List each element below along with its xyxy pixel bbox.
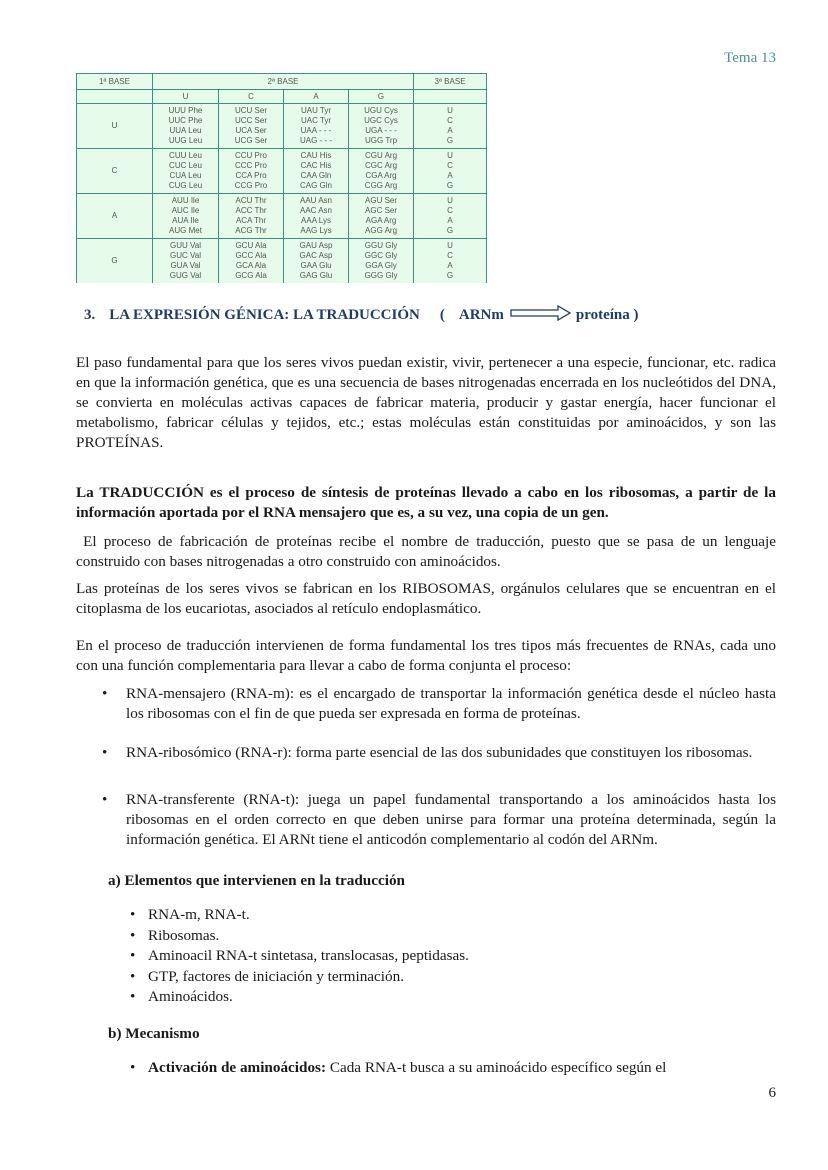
codon-row-a (77, 194, 487, 239)
mechanism-list (130, 1058, 666, 1079)
genetic-code-table (76, 73, 487, 283)
second-base-c: C (219, 90, 284, 104)
list-item: • Aminoácidos. (130, 987, 469, 1008)
mechanism-heading: b) Mecanismo (108, 1025, 200, 1042)
empty-cell (414, 90, 487, 104)
section-title-text: LA EXPRESIÓN GÉNICA: LA TRADUCCIÓN (109, 307, 420, 323)
codon-cell: UCU Ser UCC Ser UCA Ser UCG Ser (219, 104, 284, 149)
codon-row-u (77, 104, 487, 149)
page-number: 6 (768, 1085, 776, 1101)
elements-heading: a) Elementos que intervienen en la traducción (108, 872, 405, 889)
elements-list (130, 905, 469, 1008)
codon-cell: ACU Thr ACC Thr ACA Thr ACG Thr (219, 194, 284, 239)
empty-cell (77, 90, 153, 104)
intro-paragraph: El paso fundamental para que los seres vivos puedan existir, vivir, pertenecer a una especie, funcionar, etc. radica en que la información genética, que es una secuencia de bases nitrogenadas encerrada en los nucleótidos del DNA, se convierta en moléculas activas capaces de fabricar materia, producir y gastar energía, hacer funcionar el metabolismo, fabricar células y tejidos, etc.; estas moléculas están constituidas por aminoácidos, y son las PROTEÍNAS. (76, 354, 776, 451)
codon-cell: GUU Val GUC Val GUA Val GUG Val (153, 239, 219, 284)
list-item (130, 1058, 666, 1079)
list-item: • RNA-m, RNA-t. (130, 905, 469, 926)
second-base-header: 2ª BASE (153, 74, 414, 90)
step-title: Activación de aminoácidos: (148, 1059, 327, 1076)
codon-row-c (77, 149, 487, 194)
third-base-cell: U C A G (414, 194, 487, 239)
codon-cell: GAU Asp GAC Asp GAA Glu GAG Glu (284, 239, 349, 284)
codon-cell: CUU Leu CUC Leu CUA Leu CUG Leu (153, 149, 219, 194)
list-item: • Ribosomas. (130, 926, 469, 947)
rna-types-list (100, 790, 776, 850)
paren-open: ( (439, 307, 445, 323)
running-header-tema: Tema 13 (724, 50, 776, 66)
codon-cell: AUU Ile AUC Ile AUA Ile AUG Met (153, 194, 219, 239)
fabrication-paragraph: El proceso de fabricación de proteínas recibe el nombre de traducción, puesto que se pasa de un lenguaje construido con bases nitrogenadas a otro construido con aminoácidos. (76, 533, 780, 570)
second-base-u: U (153, 90, 219, 104)
definition-paragraph: La TRADUCCIÓN es el proceso de síntesis de proteínas llevado a cabo en los ribosomas, a partir de la información aportada por el RNA mensajero que es, a su vez, una copia de un gen. (76, 484, 776, 521)
codon-cell: UUU Phe UUC Phe UUA Leu UUG Leu (153, 104, 219, 149)
section-number: 3. (84, 307, 96, 323)
list-item: • Aminoacil RNA-t sintetasa, translocasas, peptidasas. (130, 946, 469, 967)
first-base-header: 1ª BASE (77, 74, 153, 90)
rna-types-intro-paragraph: En el proceso de traducción intervienen de forma fundamental los tres tipos más frecuentes de RNAs, cada uno con una función complementaria para llevar a cabo de forma conjunta el proceso: (76, 637, 776, 674)
codon-cell: CAU His CAC His CAA Gln CAG Gln (284, 149, 349, 194)
first-base-cell: A (77, 194, 153, 239)
step-text: Cada RNA-t busca a su aminoácido específico según el (326, 1059, 667, 1076)
first-base-cell: U (77, 104, 153, 149)
rna-types-list (100, 743, 776, 763)
section-heading (84, 305, 639, 326)
list-item: • RNA-transferente (RNA-t): juega un papel fundamental transportando a los aminoácidos hasta los ribosomas en el orden correcto en que deben unirse para formar una proteína determinada, según la información genética. El ARNt tiene el anticodón complementario al codón del ARNm. (100, 790, 776, 850)
first-base-cell: G (77, 239, 153, 284)
second-base-a: A (284, 90, 349, 104)
third-base-cell: U C A G (414, 104, 487, 149)
codon-cell: CCU Pro CCC Pro CCA Pro CCG Pro (219, 149, 284, 194)
first-base-cell: C (77, 149, 153, 194)
list-item: • RNA-mensajero (RNA-m): es el encargado de transportar la información genética desde el núcleo hasta los ribosomas con el fin de que pueda ser expresada en forma de proteínas. (100, 684, 776, 724)
codon-cell: UGU Cys UGC Cys UGA - - - UGG Trp (349, 104, 414, 149)
from-label: ARNm (458, 307, 504, 323)
codon-cell: AGU Ser AGC Ser AGA Arg AGG Arg (349, 194, 414, 239)
codon-cell: GCU Ala GCC Ala GCA Ala GCG Ala (219, 239, 284, 284)
codon-row-g (77, 239, 487, 284)
codon-cell: CGU Arg CGC Arg CGA Arg CGG Arg (349, 149, 414, 194)
list-item: • GTP, factores de iniciación y terminación. (130, 967, 469, 988)
third-base-header: 3ª BASE (414, 74, 487, 90)
right-arrow-icon (510, 305, 572, 326)
third-base-cell: U C A G (414, 149, 487, 194)
rna-types-list (100, 684, 776, 724)
third-base-cell: U C A G (414, 239, 487, 284)
to-label: proteína ) (575, 307, 639, 323)
codon-cell: AAU Asn AAC Asn AAA Lys AAG Lys (284, 194, 349, 239)
codon-cell: GGU Gly GGC Gly GGA Gly GGG Gly (349, 239, 414, 284)
second-base-g: G (349, 90, 414, 104)
ribosomes-paragraph: Las proteínas de los seres vivos se fabrican en los RIBOSOMAS, orgánulos celulares que se encuentran en el citoplasma de los eucariotas, asociados al retículo endoplasmático. (76, 580, 776, 617)
list-item: • RNA-ribosómico (RNA-r): forma parte esencial de las dos subunidades que constituyen los ribosomas. (100, 743, 776, 763)
codon-cell: UAU Tyr UAC Tyr UAA - - - UAG - - - (284, 104, 349, 149)
